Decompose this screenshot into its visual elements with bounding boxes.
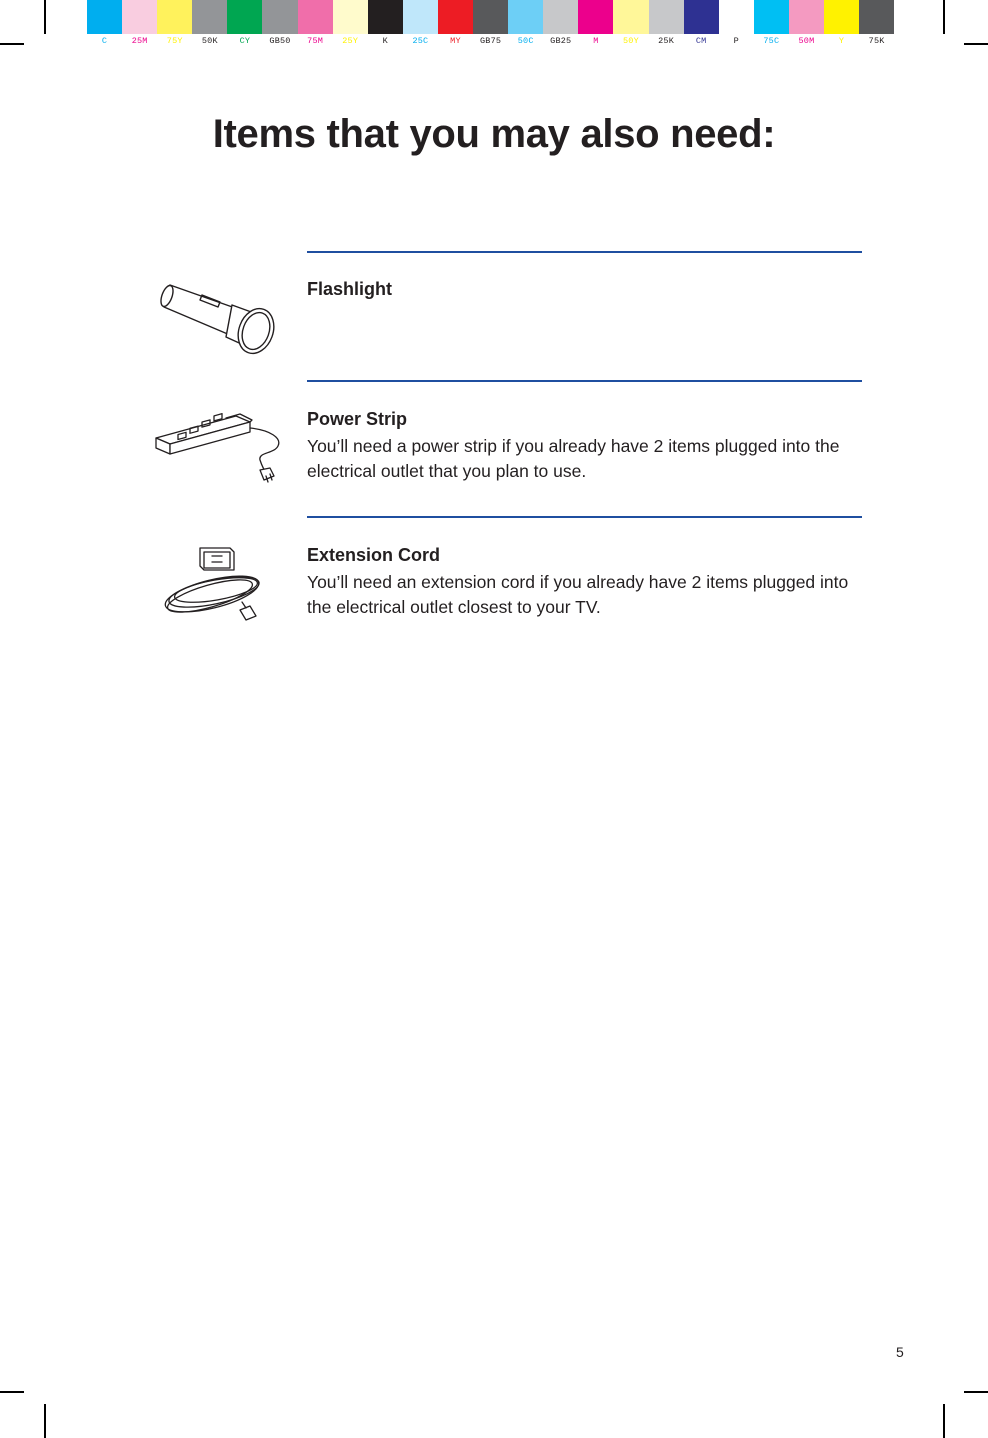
extension-cord-icon [150, 542, 290, 626]
color-swatch [157, 0, 192, 46]
crop-mark [943, 0, 945, 34]
color-swatch-label: 75M [307, 36, 324, 46]
color-swatch [543, 0, 578, 46]
color-swatch [859, 0, 894, 46]
color-swatch [684, 0, 719, 46]
page-number: 5 [896, 1344, 904, 1360]
color-swatch-label: M [593, 36, 599, 46]
color-swatch-label: CY [239, 36, 251, 46]
section-divider [307, 380, 862, 382]
color-swatch [649, 0, 684, 46]
color-swatch [227, 0, 262, 46]
color-swatch [719, 0, 754, 46]
color-swatch [789, 0, 824, 46]
color-swatch [508, 0, 543, 46]
color-swatch-label: C [101, 36, 108, 46]
color-swatch [87, 0, 122, 46]
color-swatch-label: 75K [868, 36, 885, 46]
color-swatch-label: K [382, 36, 388, 46]
color-swatch [438, 0, 473, 46]
crop-mark [44, 0, 46, 34]
flashlight-icon [150, 275, 290, 365]
color-swatch-label: CM [695, 36, 707, 46]
color-swatch [192, 0, 227, 46]
color-swatch [122, 0, 157, 46]
color-swatch-label: GB50 [269, 36, 291, 46]
color-swatch-label: 50C [517, 36, 534, 46]
item-name: Flashlight [307, 279, 392, 299]
crop-mark [943, 1404, 945, 1438]
item-description: You’ll need an extension cord if you already have 2 items plugged into the electrical outlet closest to your TV. [307, 572, 849, 617]
color-swatch-label: GB75 [479, 36, 502, 46]
color-swatch [578, 0, 613, 46]
color-swatch-label: 25M [131, 36, 148, 46]
section-divider [307, 516, 862, 518]
crop-mark [964, 43, 988, 45]
section-divider [307, 251, 862, 253]
page-title: Items that you may also need: [212, 112, 776, 156]
printer-color-bar [87, 0, 894, 46]
crop-mark [0, 1391, 24, 1393]
color-swatch-label: 25K [658, 36, 674, 46]
color-swatch [613, 0, 648, 46]
color-swatch-label: 50K [201, 36, 218, 46]
item-name: Extension Cord [307, 545, 441, 565]
color-swatch-label: P [733, 36, 739, 46]
crop-mark [964, 1391, 988, 1393]
color-swatch [403, 0, 438, 46]
color-swatch-label: 50Y [623, 36, 639, 46]
color-swatch-label: MY [450, 36, 461, 46]
item-description: You’ll need a power strip if you already have 2 items plugged into the electrical outlet that you plan to use. [307, 436, 840, 481]
color-swatch-label: 25Y [342, 36, 359, 46]
color-swatch [262, 0, 297, 46]
color-swatch-label: Y [838, 36, 845, 46]
power-strip-icon [150, 408, 290, 488]
color-swatch-label: 50M [798, 36, 815, 46]
color-swatch [824, 0, 859, 46]
color-swatch-label: GB25 [550, 36, 572, 46]
color-swatch [298, 0, 333, 46]
crop-mark [44, 1404, 46, 1438]
crop-mark [0, 43, 24, 45]
color-swatch-label: 25C [412, 36, 429, 46]
item-name: Power Strip [307, 409, 408, 429]
color-swatch [754, 0, 789, 46]
color-swatch-label: 75Y [166, 36, 183, 46]
color-swatch [333, 0, 368, 46]
color-swatch [473, 0, 508, 46]
color-swatch-label: 75C [763, 36, 780, 46]
color-swatch [368, 0, 403, 46]
